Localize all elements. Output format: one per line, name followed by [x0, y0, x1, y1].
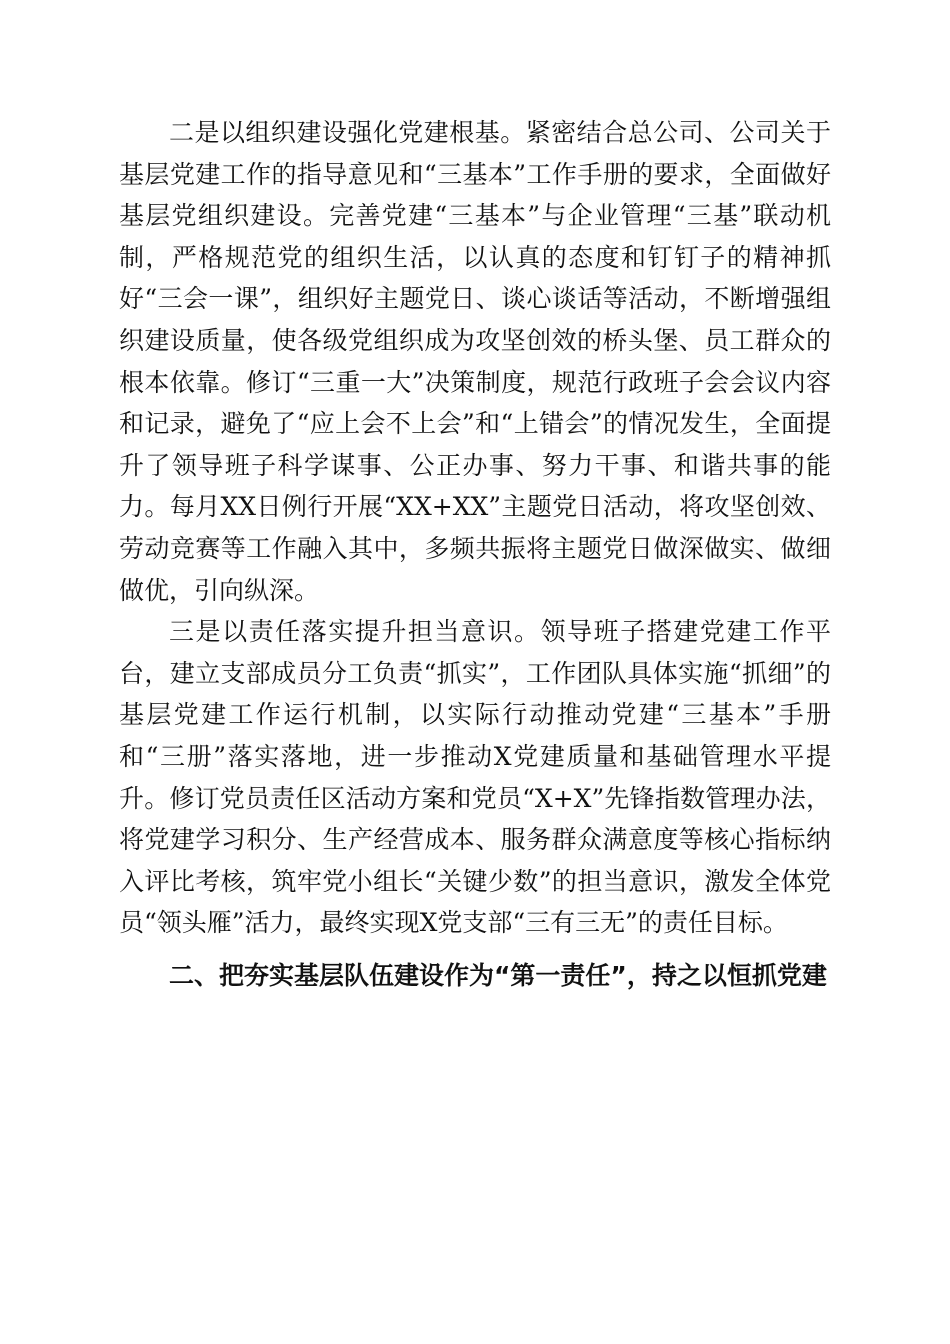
paragraph-body: 紧密结合总公司、公司关于基层党建工作的指导意见和“三基本”工作手册的要求，全面做好基层党组织建设。完善党建“三基本”与企业管理“三基”联动机制，严格规范党的组织生活，以认真的态度和钉钉子的精神抓好“三会一课”，组织好主题党日、谈心谈话等活动，不断增强组织建设质量，使各级党组织成为攻坚创效的桥头堡、员工群众的根本依靠。修订“三重一大”决策制度，规范行政班子会会议内容和记录，避免了“应上会不上会”和“上错会”的情况发生，全面提升了领导班子科学谋事、公正办事、努力干事、和谐共事的能力。每月XX日例行开展“XX+XX”主题党日活动，将攻坚创效、劳动竞赛等工作融入其中，多频共振将主题党日做深做实、做细做优，引向纵深。 — [119, 118, 831, 605]
paragraph-organization-building — [119, 112, 831, 611]
paragraph-lead: 二是以组织建设强化党建根基。 — [169, 118, 526, 147]
paragraph-body: 领导班子搭建党建工作平台，建立支部成员分工负责“抓实”，工作团队具体实施“抓细”的基层党建工作运行机制，以实际行动推动党建“三基本”手册和“三册”落实落地，进一步推动X党建质量和基础管理水平提升。修订党员责任区活动方案和党员“X+X”先锋指数管理办法，将党建学习积分、生产经营成本、服务群众满意度等核心指标纳入评比考核，筑牢党小组长“关键少数”的担当意识，激发全体党员“领头雁”活力，最终实现X党支部“三有三无”的责任目标。 — [119, 617, 831, 938]
section-heading: 二、把夯实基层队伍建设作为“第一责任”，持之以恒抓党建 — [169, 960, 827, 990]
document-page — [119, 112, 831, 998]
paragraph-lead: 三是以责任落实提升担当意识。 — [169, 617, 541, 647]
paragraph-responsibility — [119, 611, 831, 944]
